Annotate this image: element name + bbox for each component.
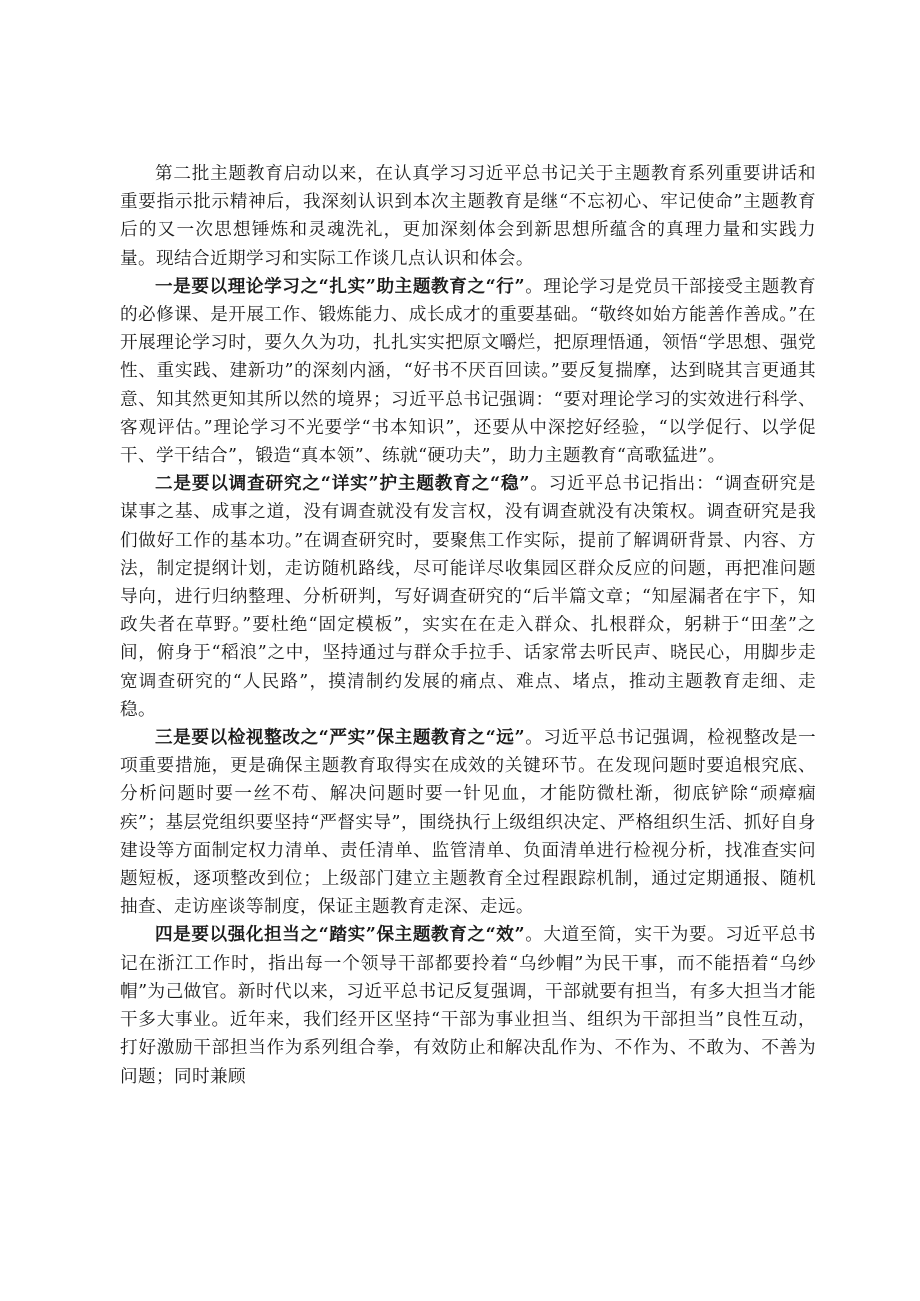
responsibility-paragraph bbox=[120, 921, 816, 1090]
paragraph-lead: 三是要以检视整改之“严实”保主题教育之“远” bbox=[155, 727, 526, 749]
paragraph-body: 。习近平总书记强调，检视整改是一项重要措施，更是确保主题教育取得实在成效的关键环节。在发现问题时要追根究底、分析问题时要一丝不苟、解决问题时要一针见血，才能防微杜渐，彻底铲除“顽瘴痼疾”；基层党组织要坚持“严督实导”，围绕执行上级组织决定、严格组织生活、抓好自身建设等方面制定权力清单、责任清单、监管清单、负面清单进行检视分析，找准查实问题短板，逐项整改到位；上级部门建立主题教育全过程跟踪机制，通过定期通报、随机抽查、走访座谈等制度，保证主题教育走深、走远。 bbox=[120, 728, 816, 918]
paragraph-body: 。习近平总书记指出：“调查研究是谋事之基、成事之道，没有调查就没有发言权，没有调查就没有决策权。调查研究是我们做好工作的基本功。”在调查研究时，要聚焦工作实际，提前了解调研背景、内容、方法，制定提纲计划，走访随机路线，尽可能详尽收集园区群众反应的问题，再把准问题导向，进行归纳整理、分析研判，写好调查研究的“后半篇文章；“知屋漏者在宇下，知政失者在草野。”要杜绝“固定模板”，实实在在走入群众、扎根群众，躬耕于“田垄”之间，俯身于“稻浪”之中，坚持通过与群众手拉手、话家常去听民声、晓民心，用脚步走宽调查研究的“人民路”，摸清制约发展的痛点、难点、堵点，推动主题教育走细、走稳。 bbox=[120, 474, 816, 720]
paragraph-lead: 四是要以强化担当之“踏实”保主题教育之“效” bbox=[155, 924, 526, 946]
intro-paragraph bbox=[120, 160, 816, 273]
paragraph-body: 第二批主题教育启动以来，在认真学习习近平总书记关于主题教育系列重要讲话和重要指示批示精神后，我深刻认识到本次主题教育是继“不忘初心、牢记使命”主题教育后的又一次思想锤炼和灵魂洗礼，更加深刻体会到新思想所蕴含的真理力量和实践力量。现结合近期学习和实际工作谈几点认识和体会。 bbox=[120, 164, 816, 269]
paragraph-lead: 二是要以调查研究之“详实”护主题教育之“稳” bbox=[155, 473, 530, 495]
theory-study-paragraph bbox=[120, 273, 816, 470]
rectification-paragraph bbox=[120, 724, 816, 921]
research-paragraph bbox=[120, 470, 816, 724]
paragraph-body: 。大道至简，实干为要。习近平总书记在浙江工作时，指出每一个领导干部都要拎着“乌纱帽”为民干事，而不能捂着“乌纱帽”为己做官。新时代以来，习近平总书记反复强调，干部就要有担当，有多大担当才能干多大事业。近年来，我们经开区坚持“干部为事业担当、组织为干部担当”良性互动，打好激励干部担当作为系列组合拳，有效防止和解决乱作为、不作为、不敢为、不善为问题；同时兼顾 bbox=[120, 925, 816, 1087]
paragraph-body: 。理论学习是党员干部接受主题教育的必修课、是开展工作、锻炼能力、成长成才的重要基础。“敬终如始方能善作善成。”在开展理论学习时，要久久为功，扎扎实实把原文嚼烂，把原理悟通，领悟“学思想、强党性、重实践、建新功”的深刻内涵，“好书不厌百回读。”要反复揣摩，达到晓其言更通其意、知其然更知其所以然的境界；习近平总书记强调：“要对理论学习的实效进行科学、客观评估。”理论学习不光要学“书本知识”，还要从中深挖好经验，“以学促行、以学促干、学干结合”，锻造“真本领”、练就“硬功夫”，助力主题教育“高歌猛进”。 bbox=[120, 276, 816, 467]
paragraph-lead: 一是要以理论学习之“扎实”助主题教育之“行” bbox=[155, 275, 526, 297]
